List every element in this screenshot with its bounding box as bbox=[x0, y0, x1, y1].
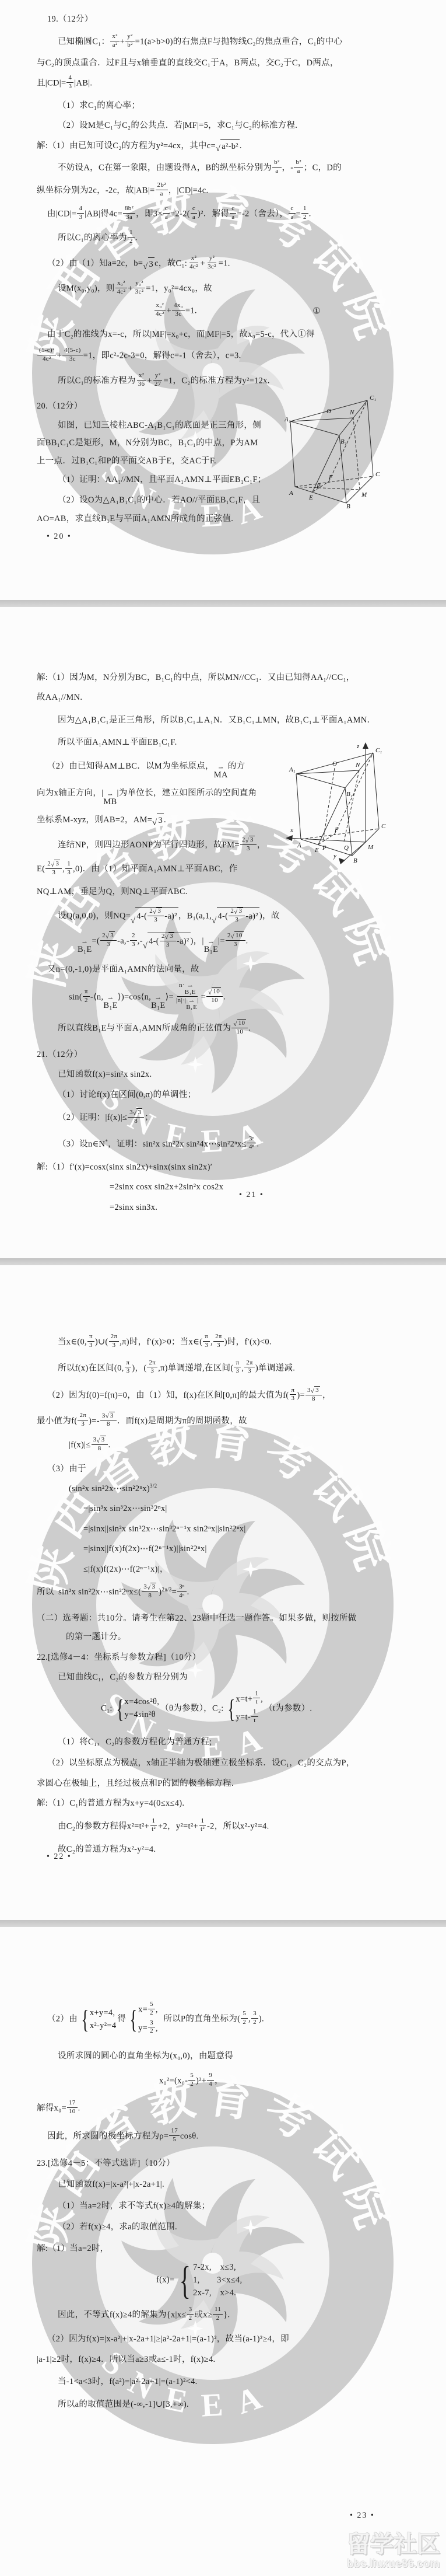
axis-label-y: y bbox=[333, 853, 336, 860]
page-number: • 20 • bbox=[47, 532, 72, 541]
vertex-label: N bbox=[356, 762, 360, 769]
vertex-label: B bbox=[346, 503, 350, 509]
text-line: 坐标系M-xyz，则AB=2，AM= √ 3 . bbox=[37, 814, 287, 827]
text-line: （1）将C₁，C₂的参数方程化为普通方程; bbox=[58, 1737, 212, 1747]
text-line: 解:（1）由已知可设C₂的方程为y²=4cx，其中c= √ a²-b² . bbox=[37, 139, 382, 153]
page-divider bbox=[0, 600, 446, 607]
text-line: 所以平面A₁AMN⊥平面EB₁C₁F. bbox=[58, 738, 177, 748]
text-line: （2）证明：|f(x)|≤ 3 √ 3 8 ； bbox=[58, 1108, 153, 1125]
text-line: 当x∈(0, $\frac{\pi}{3}$ )∪( $\frac{2\pi}{3}$ ,π)时，f′(x)>0；当x∈( $\frac{\pi}{3}$ , $\frac{2\pi}{3}$ )时，f′(x)<0. bbox=[58, 1333, 272, 1349]
page-22 bbox=[0, 1265, 446, 1920]
text-line: （1）求C₁的离心率； bbox=[58, 100, 141, 110]
liuxue-logo-url: bbs.liuxue86.com bbox=[347, 2558, 440, 2570]
text-line: （3）由于 bbox=[47, 1464, 86, 1474]
section-2-note: （二）选考题：共10分。请考生在第22、23题中任选一题作答。如果多做，则按所做 bbox=[37, 1613, 357, 1623]
page-number: • 23 • bbox=[350, 2511, 375, 2520]
text-line: 已知曲线C₁，C₂的参数方程分别为 bbox=[58, 1673, 188, 1683]
text-line: 设所求圆的圆心的直角坐标为(x₀,0)，由题意得 bbox=[58, 2051, 234, 2061]
text-line: 所以C₁的标准方程为 $\frac{\text{x²}}{36}$ + $\frac{\text{y²}}{27}$ =1，C₂的标准方程为y²=12x. bbox=[58, 371, 270, 388]
vertex-label: C₁ bbox=[370, 395, 377, 402]
text-line: 连结NP，则四边形AONP为平行四边形，故PM= 2 √ 3 3 ， bbox=[58, 836, 266, 852]
text-line: 因此，不等式f(x)≥4的解集为{x|x≤ $\frac{3}{2}$ 或x≥ $\frac{11}{2}$ }. bbox=[58, 2305, 230, 2322]
vertex-label: B₁ bbox=[340, 438, 347, 445]
text-line: （2）设O为△A₁B₁C₁的中心．若AO//平面EB₁C₁F，且 bbox=[58, 495, 261, 505]
text-line: 所以 sin²x sin²2x⋯sin²2ⁿx≤( 3 √ 3 8 )$^{2n/3}$= $\frac{\text{3ⁿ}}{\text{4ⁿ}}$ . bbox=[37, 1583, 189, 1600]
page-divider bbox=[0, 1920, 446, 1927]
text-line: （1）当a=2时，求不等式f(x)≥4的解集； bbox=[58, 2201, 210, 2211]
vertex-label: E bbox=[315, 847, 319, 854]
equation-number: ① bbox=[312, 306, 321, 316]
text-line: （2）以坐标原点为极点，x轴正半轴为极轴建立极坐标系．设C₁，C₂的交点为P， bbox=[47, 1758, 355, 1768]
vertex-label: C bbox=[381, 823, 386, 830]
problem-19-header: 19.（12分） bbox=[47, 15, 93, 24]
text-line: 由|CD|= $\frac{4}{3}$ |AB|得4c= $\frac{\text{8b²}}{3a}$ ，即3× $\frac{c}{a}$ =2-2( $\frac{c}{a}$ )²．解得 $\frac{c}{a}$ =-2（舍去）， $\frac{c}{a}$ = $\frac{1}{2}$ . bbox=[47, 205, 311, 221]
text-line: 与C₂的顶点重合．过F且与x轴垂直的直线交C₁于A，B两点，交C₂于C，D两点， bbox=[37, 58, 339, 68]
page-22-content bbox=[37, 1265, 382, 1856]
text-line: =|sin³x sin³2x⋯sin³2ⁿx| bbox=[83, 1504, 167, 1514]
text-line: ≤|f(x)f(2x)⋯f(2ⁿ⁻¹x)|， bbox=[83, 1564, 168, 1574]
text-line: E( 2 √ 3 3 , $\frac{1}{3}$ ,0)．由（1）知平面A₁AMN⊥平面ABC，作 bbox=[37, 860, 238, 877]
text-line: 解得x₀= $\frac{17}{10}$ . bbox=[37, 2099, 80, 2115]
vertex-label: Q bbox=[344, 844, 349, 851]
vertex-label: C bbox=[375, 471, 380, 478]
vertex-label: N bbox=[350, 409, 354, 416]
liuxue-community-logo bbox=[347, 2533, 440, 2570]
page-number: • 22 • bbox=[47, 1852, 72, 1861]
text-line: 已知椭圆C₁： $\frac{\text{x²}}{\text{a²}}$ + $\frac{\text{y²}}{\text{b²}}$ =1(a>b>0)的右焦点F与抛物线C₂的焦点重合，C₁的中心 bbox=[58, 33, 343, 49]
vertex-label: A bbox=[297, 842, 301, 849]
problem-23-header: 23.[选修4－5：不等式选讲]（10分） bbox=[37, 2158, 175, 2168]
page-23-content bbox=[37, 1927, 382, 2411]
text-line: 因为△A₁B₁C₁是正三角形，所以B₁C₁⊥A₁N．又B₁C₁⊥MN，故B₁C₁⊥平面A₁AMN． bbox=[58, 715, 376, 725]
problem-21-header: 21.（12分） bbox=[37, 1049, 83, 1059]
figure-prism-axes-problem20 bbox=[286, 738, 391, 868]
text-line: 面BB₁C₁C是矩形，M，N分别为BC，B₁C₁的中点，P为AM bbox=[37, 438, 258, 448]
text-line: （2）因为f(x)=|x-a²|+|x-2a+1|≥|a²-2a+1|=(a-1)²，故当(a-1)²≥4，即 bbox=[47, 2334, 289, 2344]
text-line: 已知函数f(x)=sin²x sin2x. bbox=[58, 1070, 152, 1080]
text-line: 解:（1）因为M，N分别为BC，B₁C₁的中点，所以MN//CC₁．又由已知得AA₁//CC₁， bbox=[37, 673, 355, 682]
text-line: （1）讨论f(x)在区间(0,π)的单调性； bbox=[58, 1090, 196, 1099]
text-line: |a-1|≥2时，f(x)≥4．所以当a≥3或a≤-1时，f(x)≥4. bbox=[37, 2354, 216, 2364]
vertex-label: M bbox=[368, 844, 374, 851]
text-line: （2）若f(x)≥4，求a的取值范围. bbox=[58, 2222, 177, 2232]
text-line: 不妨设A，C在第一象限，由题设得A，B的纵坐标分别为 $\frac{\text{b²}}{a}$ ，- $\frac{\text{b²}}{a}$ ；C，D的 bbox=[58, 159, 342, 175]
page-20 bbox=[0, 0, 446, 600]
text-line: =|sinx||sin²x sin³2x⋯sin³2ⁿ⁻¹x sin2ⁿx||sin²2ⁿx| bbox=[83, 1524, 246, 1534]
text-line: （2）因为f(0)=f(π)=0，由（1）知，f(x)在区间[0,π]的最大值为f( $\frac{\pi}{3}$ )= 3 √ 3 8 ， bbox=[47, 1386, 331, 1402]
text-line: （3）设n∈N*，证明：sin²x sin²2x sin²4x⋯sin²2ⁿx≤ $\frac{\text{3ⁿ}}{\text{4ⁿ}}$ . bbox=[58, 1135, 259, 1151]
text-line: $\frac{\text{(5-c)²}}{\text{4c²}}$ + $\frac{4(5-c)}{3c}$ =1，即c²-2c-3=0，解得c=-1（舍去），c=3. bbox=[37, 348, 382, 365]
text-line: 纵坐标分别为2c，-2c，故|AB|= $\frac{\text{2b²}}{a}$ ，|CD|=4c. bbox=[37, 181, 209, 197]
page-21-content bbox=[37, 607, 382, 1214]
vertex-label: P bbox=[317, 483, 321, 490]
text-line: 解:（1）当a=2时， bbox=[37, 2243, 109, 2253]
text-line: |f(x)|≤ 3 √ 3 8 . bbox=[69, 1436, 111, 1452]
problem-22-header: 22.[选修4－4：坐标系与参数方程]（10分） bbox=[37, 1652, 201, 1662]
text-line: 又n=(0,-1,0)是平面A₁AMN的法向量，故 bbox=[47, 964, 199, 974]
text-line: ⇀ B₁E =( 2 √ 3 3 -a,- $\frac{2}{3}$ ,- √ 4-( 2 √ 3 3 -a)² )，| ⇀ B₁E |= 2 √ 10 3 . bbox=[78, 931, 248, 955]
text-line: 所以f(x)在区间(0, $\frac{\pi}{3}$ )，( $\frac{2\pi}{3}$ ,π)单调递增,在区间( $\frac{\pi}{3}$ , $\frac{2\pi}{3}$ )单调递减. bbox=[58, 1359, 296, 1375]
text-line: =2sinx sin3x. bbox=[110, 1202, 158, 1212]
vertex-label: E bbox=[309, 494, 313, 501]
problem-20-header: 20.（12分） bbox=[37, 402, 83, 411]
text-line: C₁: { x=4cos²θ, y=4sin²θ （θ为参数），C₂: { x=t+ $\frac{1}{t}$ , y=t- $\frac{1}{t}$ （t为参数）. bbox=[101, 1690, 312, 1724]
text-line: 由于C₂的准线为x=-c，所以|MF|=x₀+c，而|MF|=5，故x₀=5-c，代入①得 bbox=[47, 329, 315, 339]
text-line: 故C₂的普通方程为x²-y²=4. bbox=[58, 1845, 156, 1855]
text-line: 的第一题计分。 bbox=[66, 1632, 127, 1642]
vertex-label: M bbox=[361, 491, 367, 498]
page-divider bbox=[0, 1258, 446, 1265]
text-line: 所以C₁的离心率为 $\frac{1}{2}$ . bbox=[58, 228, 138, 245]
vertex-label: O bbox=[326, 408, 331, 415]
text-line: 所以a的取值范围是(-∞,-1]∪[3,+∞). bbox=[58, 2399, 189, 2409]
text-line: 设Q(a,0,0)，则NQ= √ 4-( 2 √ 3 3 -a)² ，B₁(a,1, √ 4-( 2 √ 3 3 -a)² )，故 bbox=[58, 907, 280, 926]
text-line: （2）由（1）知a=2c，b= √ 3 c，故C₁: $\frac{\text{x²}}{\text{4c²}}$ + $\frac{\text{y²}}{\text{3c²}}$ =1. bbox=[47, 254, 230, 271]
text-line: f(x)= { 7-2x, x≤3, 1, 3<x≤4, 2x-7, x>4. bbox=[156, 2258, 243, 2302]
text-line: =2sinx cosx sin2x+2sin²x cos2x bbox=[110, 1182, 224, 1192]
vertex-label: C₁ bbox=[375, 747, 382, 754]
text-line: 由C₂的参数方程得x²=t²+ $\frac{1}{\text{t²}}$ +2，y²=t²+ $\frac{1}{\text{t²}}$ -2，所以x²-y²=4. bbox=[58, 1817, 269, 1833]
text-line: 所以直线B₁E与平面A₁AMN所成角的正弦值为 √ 10 10 . bbox=[58, 1020, 251, 1035]
text-line: $\frac{\text{x₀²}}{\text{4c²}}$ + $\frac{\text{4x₀}}{3c}$ =1. ① bbox=[153, 303, 382, 320]
text-line: 解:（1）f′(x)=cosx(sinx sin2x)+sinx(sinx sin2x)′ bbox=[37, 1163, 213, 1172]
text-line: sin( $\frac{\pi}{2}$ -⟨n, ⇀ B₁E ⟩)=cos⟨n, ⇀ B₁E ⟩= n· ⇀ B₁E |n|·| ⇀ B₁E | = √ 10 10 . bbox=[69, 982, 226, 1011]
text-line: 解:（1）C₁的普通方程为x+y=4(0≤x≤4). bbox=[37, 1799, 185, 1809]
vertex-label: A₁ bbox=[285, 416, 291, 423]
page-number: • 21 • bbox=[239, 1191, 264, 1199]
liuxue-logo-title: 留学社区 bbox=[347, 2532, 440, 2557]
text-line: （2）由 { x+y=4, x²-y²=4 得 { x= $\frac{5}{2}$ , y= $\frac{3}{2}$ , 所以P的直角坐标为( $\frac{5}{2}$ , $\frac{3}{2}$ ). bbox=[47, 2001, 264, 2035]
text-line: 且|CD|= $\frac{4}{3}$ |AB|. bbox=[37, 74, 93, 90]
vertex-label: B₁ bbox=[346, 791, 353, 798]
text-line: 故AA₁//MN. bbox=[37, 693, 83, 703]
figure-prism-problem20 bbox=[285, 392, 382, 512]
vertex-label: F bbox=[335, 826, 339, 833]
text-line: =|sinx||f(x)f(2x)⋯f(2ⁿ⁻¹x)||sin²2ⁿx| bbox=[83, 1544, 207, 1554]
axis-label-x: x bbox=[290, 827, 293, 834]
text-line: AO=AB，求直线B₁E与平面A₁AMN所成角的正弦值. bbox=[37, 514, 234, 524]
text-line: 上一点．过B₁C₁和P的平面交AB于E，交AC于F. bbox=[37, 456, 216, 466]
text-line: 向为x轴正方向，| ⇀ MB |为单位长，建立如图所示的空间直角 bbox=[37, 788, 257, 807]
text-line: 因此，所求圆的极坐标方程为ρ= $\frac{17}{5}$ cosθ. bbox=[47, 2127, 199, 2144]
vertex-label: P bbox=[322, 844, 326, 851]
page-21 bbox=[0, 607, 446, 1258]
text-line: 最小值为f( $\frac{2\pi}{3}$ )=- 3 √ 3 8 ．而f(x)是周期为π的周期函数，故 bbox=[37, 1412, 247, 1428]
vertex-label: B bbox=[353, 857, 357, 864]
text-line: （2）设M是C₁与C₂的公共点．若|MF|=5，求C₁与C₂的标准方程. bbox=[58, 121, 298, 131]
text-line: 当-1<a<3时，f(a²)=|a²-2a+1|=(a-1)²<4. bbox=[58, 2377, 198, 2387]
text-line: 设M(x₀,y₀)，则 $\frac{\text{x₀²}}{\text{4c²}}$ + $\frac{\text{y₀²}}{\text{3c²}}$ =1，y₀²=4cx₀，故 bbox=[58, 279, 212, 295]
text-line: x₀²=(x₀- $\frac{5}{2}$ )²+ $\frac{9}{4}$ ， bbox=[159, 2072, 223, 2088]
vertex-label: F bbox=[329, 474, 333, 481]
text-line: (sin²x sin²2x⋯sin²2ⁿx)$^{3/2}$ bbox=[69, 1483, 157, 1493]
axis-label-z: z bbox=[357, 743, 360, 750]
text-line: 如图，已知三棱柱ABC-A₁B₁C₁的底面是正三角形，侧 bbox=[58, 420, 262, 430]
vertex-label: O bbox=[332, 760, 337, 767]
text-line: （1）证明：AA₁//MN，且平面A₁AMN⊥平面EB₁C₁F； bbox=[58, 475, 266, 485]
text-line: 求圆心在极轴上，且经过极点和P的圆的极坐标方程. bbox=[37, 1778, 234, 1788]
vertex-label: A bbox=[289, 490, 293, 497]
text-line: 已知函数f(x)=|x-a²|+|x-2a+1|. bbox=[58, 2180, 164, 2190]
text-line: （2）由已知得AM⊥BC．以M为坐标原点， ⇀ MA 的方 bbox=[47, 761, 245, 780]
text-line: NQ⊥AM，垂足为Q，则NQ⊥平面ABC. bbox=[37, 886, 188, 896]
page-23 bbox=[0, 1927, 446, 2576]
vertex-label: A₁ bbox=[289, 766, 296, 773]
